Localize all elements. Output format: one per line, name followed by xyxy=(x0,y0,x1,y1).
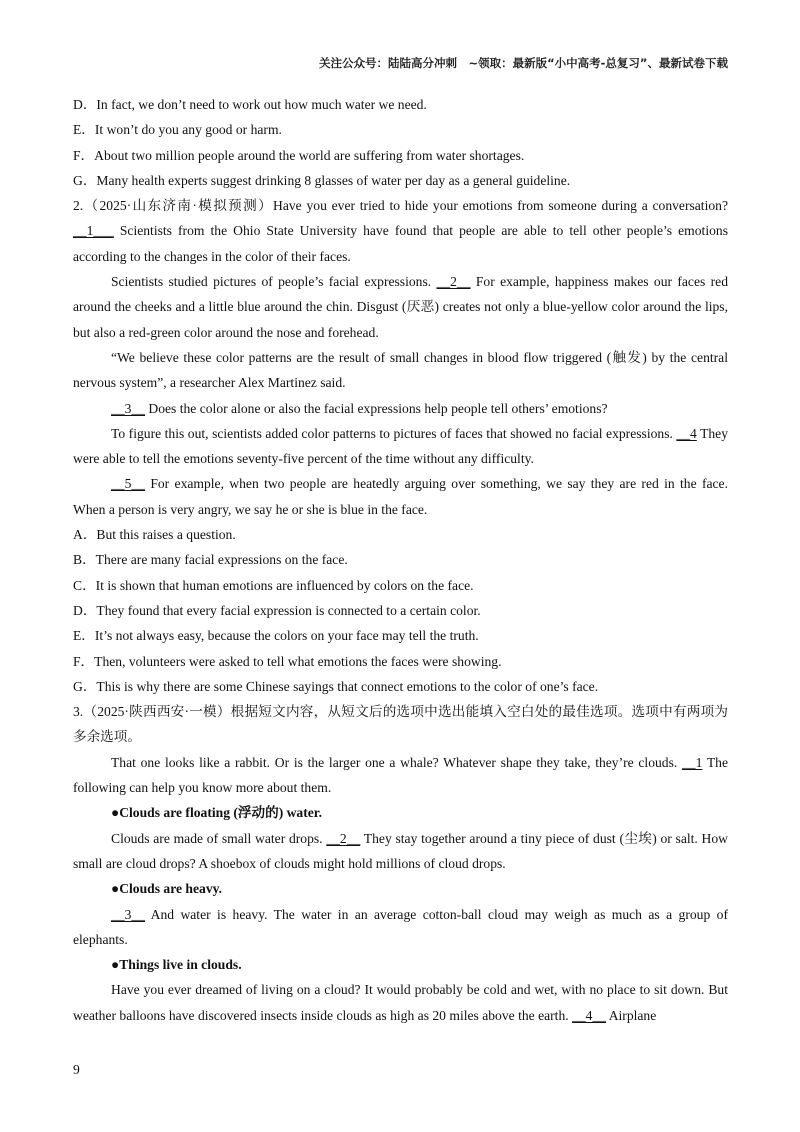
option-line: E．It won’t do you any good or harm. xyxy=(73,122,282,138)
blank-4: __4__ xyxy=(572,1007,607,1023)
q3-paragraph-3 xyxy=(73,902,728,953)
page-header: 关注公众号：陆陆高分冲刺 ~领取：最新版“小中高考-总复习”、最新试卷下载 xyxy=(318,56,728,70)
q2-paragraph-4 xyxy=(73,396,728,421)
q2-text: For example, when two people are heatedly arguing over something, we say they are red in the face. When a person is very angry, we say he or she is blue in the face. xyxy=(73,476,728,517)
blank-5: __5__ xyxy=(111,476,145,492)
q3-text: Clouds are made of small water drops. xyxy=(111,830,327,846)
q2-paragraph-2 xyxy=(73,269,728,345)
q2-text: Scientists from the Ohio State University have found that people are able to tell other people’s emotions according to the changes in the color of their faces. xyxy=(73,223,728,264)
q2-intro: 2.（2025·山东济南·模拟预测）Have you ever tried to hide your emotions from someone during a conversation? xyxy=(73,198,728,214)
option-line: D．In fact, we don’t need to work out how much water we need. xyxy=(73,97,427,112)
q3-text: They stay together around a tiny piece of dust (尘埃) or salt. How small are cloud drops? A shoebox of clouds might hold millions of cloud drops. xyxy=(73,830,728,871)
blank-1: __1___ xyxy=(73,223,114,239)
q3-text: Have you ever dreamed of living on a cloud? It would probably be cold and wet, with no place to sit down. But weather balloons have discovered insects inside clouds as high as 20 miles above the earth. xyxy=(73,982,728,1023)
q3-intro: 3.（2025·陕西西安·一模）根据短文内容，从短文后的选项中选出能填入空白处的最佳选项。选项中有两项为多余选项。 xyxy=(73,704,728,745)
q3-text: The following can help you know more about them. xyxy=(73,754,728,796)
document-body xyxy=(73,92,728,1028)
q2-paragraph-5 xyxy=(73,421,728,472)
blank-2: __2__ xyxy=(436,274,471,290)
q3-heading-3: ●Things live in clouds. xyxy=(111,957,242,973)
option-line: F．About two million people around the world are suffering from water shortages. xyxy=(73,147,525,163)
q3-text: And water is heavy. The water in an average cotton-ball cloud may weigh as much as a group of elephants. xyxy=(73,906,728,947)
q2-option: G．This is why there are some Chinese sayings that connect emotions to the color of one’s face. xyxy=(73,678,599,694)
blank-1: __1 xyxy=(682,754,703,770)
q2-text: They were able to tell the emotions seventy-five percent of the time without any difficulty. xyxy=(73,425,728,467)
q3-heading-2: ●Clouds are heavy. xyxy=(111,881,223,897)
blank-4: __4 xyxy=(676,425,697,441)
q3-text: Airplane xyxy=(606,1007,657,1023)
q3-paragraph-2 xyxy=(73,826,728,877)
q2-text: Does the color alone or also the facial expressions help people tell others’ emotions? xyxy=(144,400,608,416)
q2-option: A．But this raises a question. xyxy=(73,527,236,543)
option-line: G．Many health experts suggest drinking 8 glasses of water per day as a general guideline. xyxy=(73,172,571,188)
q3-text: That one looks like a rabbit. Or is the larger one a whale? Whatever shape they take, they’re clouds. xyxy=(111,754,682,770)
q2-option: F．Then, volunteers were asked to tell what emotions the faces were showing. xyxy=(73,653,502,669)
q2-option: D．They found that every facial expression is connected to a certain color. xyxy=(73,602,481,618)
q2-paragraph-3: “We believe these color patterns are the result of small changes in blood flow triggered (触发) by the central nervous system”, a researcher Alex Martinez said. xyxy=(73,349,728,391)
q3-paragraph-1 xyxy=(73,750,728,801)
q2-option: C．It is shown that human emotions are influenced by colors on the face. xyxy=(73,577,474,593)
page-number: 9 xyxy=(73,1062,80,1077)
q2-paragraph-6 xyxy=(73,471,728,522)
blank-3: __3__ xyxy=(111,400,145,416)
q2-text: To figure this out, scientists added color patterns to pictures of faces that showed no facial expressions. xyxy=(111,425,677,441)
q2-option: E．It’s not always easy, because the colors on your face may tell the truth. xyxy=(73,628,479,644)
q2-paragraph-1 xyxy=(73,193,728,269)
q2-text: For example, happiness makes our faces red around the cheeks and a little blue around the chin. Disgust (厌恶) creates not only a blue-yellow color around the lips, but also a red-green color around the nose and forehead. xyxy=(73,274,728,340)
q3-paragraph-4 xyxy=(73,977,728,1028)
q2-option: B．There are many facial expressions on the face. xyxy=(73,552,348,568)
q3-heading-1: ●Clouds are floating (浮动的) water. xyxy=(111,805,322,821)
blank-2: __2__ xyxy=(326,830,361,846)
blank-3: __3__ xyxy=(111,906,145,922)
q2-text: Scientists studied pictures of people’s facial expressions. xyxy=(111,274,437,290)
